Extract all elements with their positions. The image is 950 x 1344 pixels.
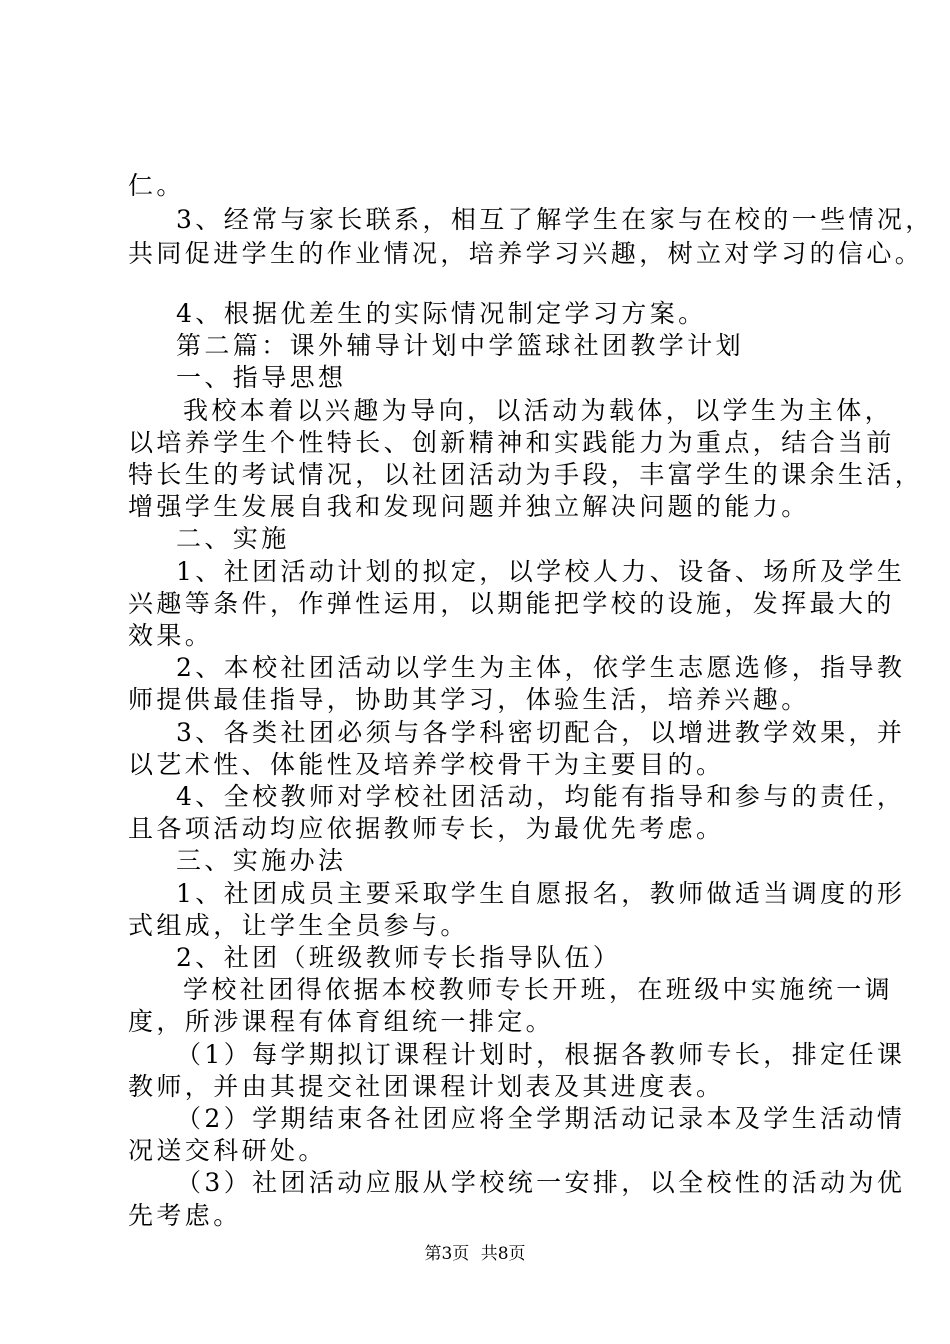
text-line: 且各项活动均应依据教师专长，为最优先考虑。 <box>128 814 725 843</box>
text-line: 1、社团成员主要采取学生自愿报名，教师做适当调度的形 <box>176 879 906 908</box>
text-line: 兴趣等条件，作弹性运用，以期能把学校的设施，发挥最大的 <box>128 589 895 618</box>
text-line: 4、根据优差生的实际情况制定学习方案。 <box>176 299 707 328</box>
page-number: 第3页 <box>424 1244 470 1264</box>
text-line: 教师，并由其提交社团课程计划表及其进度表。 <box>128 1072 725 1101</box>
text-line: （1）每学期拟订课程计划时，根据各教师专长，排定任课 <box>176 1040 906 1069</box>
text-line: 我校本着以兴趣为导向，以活动为载体，以学生为主体， <box>183 396 894 425</box>
text-line: 先考虑。 <box>128 1201 242 1230</box>
text-line: 特长生的考试情况，以社团活动为手段，丰富学生的课余生活， <box>128 460 924 489</box>
text-line: 师提供最佳指导，协助其学习，体验生活，培养兴趣。 <box>128 685 810 714</box>
text-line: 1、社团活动计划的拟定，以学校人力、设备、场所及学生 <box>176 557 906 586</box>
text-line: 度，所涉课程有体育组统一排定。 <box>128 1007 555 1036</box>
text-line: 式组成，让学生全员参与。 <box>128 911 469 940</box>
text-line: 以艺术性、体能性及培养学校骨干为主要目的。 <box>128 750 725 779</box>
section-heading: 三、实施办法 <box>176 846 347 875</box>
text-line: （2）学期结束各社团应将全学期活动记录本及学生活动情 <box>176 1104 906 1133</box>
text-line: 以培养学生个性特长、创新精神和实践能力为重点，结合当前 <box>128 428 895 457</box>
text-line: （3）社团活动应服从学校统一安排，以全校性的活动为优 <box>176 1168 906 1197</box>
text-line: 学校社团得依据本校教师专长开班，在班级中实施统一调 <box>183 975 894 1004</box>
text-line: 3、经常与家长联系，相互了解学生在家与在校的一些情况， <box>176 205 934 234</box>
text-line: 效果。 <box>128 621 214 650</box>
text-line: 增强学生发展自我和发现问题并独立解决问题的能力。 <box>128 492 810 521</box>
text-line: 4、全校教师对学校社团活动，均能有指导和参与的责任， <box>176 782 906 811</box>
page-total: 共8页 <box>480 1244 526 1264</box>
section-heading: 一、指导思想 <box>176 363 347 392</box>
text-line: 2、社团（班级教师专长指导队伍） <box>176 943 622 972</box>
text-line: 共同促进学生的作业情况，培养学习兴趣，树立对学习的信心。 <box>128 239 924 268</box>
text-line: 2、本校社团活动以学生为主体，依学生志愿选修，指导教 <box>176 653 906 682</box>
section-heading: 二、实施 <box>176 524 290 553</box>
text-line: 3、各类社团必须与各学科密切配合，以增进教学效果，并 <box>176 718 906 747</box>
section-title: 第二篇：课外辅导计划中学篮球社团教学计划 <box>176 331 745 360</box>
text-line: 况送交科研处。 <box>128 1136 327 1165</box>
page-footer <box>0 1243 950 1265</box>
text-line: 仁。 <box>128 171 185 200</box>
